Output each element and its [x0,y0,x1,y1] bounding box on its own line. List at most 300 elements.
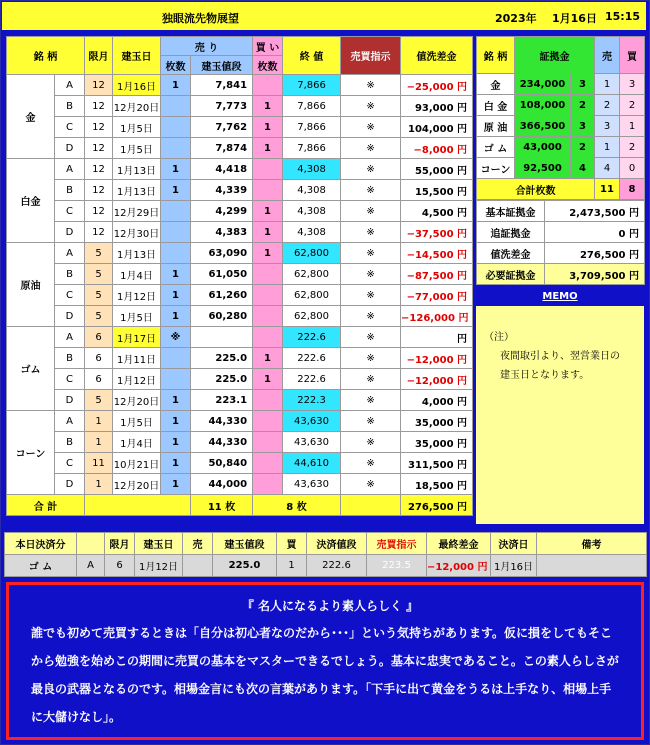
quote-line: から勉強を始めこの期間に売買の基本をマスターできるでしょう。基本に忠実であること。この素人らしさが [31,654,619,668]
trade-signal: ※ [341,201,401,222]
table-row [7,432,473,453]
header-signal: 売買指示 [341,37,401,75]
contract-month: 12 [85,75,113,96]
memo-title[interactable]: MEMO [476,288,644,306]
mark-to-market: 4,500 円 [401,201,473,222]
close-price: 43,630 [283,432,341,453]
header-gengetsu: 限月 [85,37,113,75]
summary-row [477,158,645,179]
mark-to-market: 93,000 円 [401,96,473,117]
entry-date: 1月4日 [113,432,161,453]
trade-signal: ※ [341,264,401,285]
trade-signal: ※ [341,243,401,264]
buy-count [253,285,283,306]
commodity-name: 白金 [7,159,55,243]
contract-month: 12 [85,96,113,117]
trade-signal: ※ [341,348,401,369]
entry-price: 60,280 [191,306,253,327]
sell-count [161,138,191,159]
table-row [7,138,473,159]
sell-count [161,348,191,369]
entry-date: 12月20日 [113,390,161,411]
account-info-table [476,200,645,285]
entry-date: 1月13日 [113,159,161,180]
summary-buy: 2 [620,137,645,158]
contract-class: D [55,390,85,411]
info-value: 276,500 円 [545,243,645,264]
buy-count [253,390,283,411]
contract-month: 5 [85,264,113,285]
contract-class: B [55,180,85,201]
trade-signal: ※ [341,222,401,243]
contract-class: B [55,348,85,369]
summary-margin: 108,000 [515,95,571,116]
buy-count [253,75,283,96]
table-row [7,327,473,348]
memo-line: （注） [484,332,514,343]
summary-margin: 43,000 [515,137,571,158]
table-row [7,453,473,474]
header-sell: 売 り [161,37,253,56]
sell-count: 1 [161,264,191,285]
memo-line: 建玉日となります。 [500,370,590,381]
trade-signal: ※ [341,285,401,306]
settled-close: 222.6 [307,555,367,577]
contract-class: A [55,159,85,180]
entry-date: 12月29日 [113,201,161,222]
sell-count: 1 [161,453,191,474]
mark-to-market: 104,000 円 [401,117,473,138]
info-label: 追証拠金 [477,222,545,243]
entry-price: 61,050 [191,264,253,285]
contract-month: 5 [85,306,113,327]
contract-month: 6 [85,369,113,390]
mark-to-market: 円 [401,327,473,348]
contract-month: 5 [85,390,113,411]
trade-signal: ※ [341,96,401,117]
entry-price: 225.0 [191,348,253,369]
header-meigara: 銘 柄 [7,37,85,75]
contract-month: 5 [85,285,113,306]
buy-count [253,264,283,285]
contract-month: 1 [85,474,113,495]
entry-date: 1月5日 [113,138,161,159]
close-price: 44,610 [283,453,341,474]
entry-date: 1月4日 [113,264,161,285]
entry-date: 1月5日 [113,306,161,327]
settled-header-label: 本日決済分 [5,533,77,555]
settled-header-sdate: 決済日 [491,533,537,555]
mark-to-market: −8,000 円 [401,138,473,159]
sell-count: 1 [161,306,191,327]
settled-signal: 223.5 [367,555,427,577]
entry-price: 61,260 [191,285,253,306]
buy-count: 1 [253,138,283,159]
entry-price: 225.0 [191,369,253,390]
summary-count: 3 [571,74,595,95]
trade-signal: ※ [341,159,401,180]
contract-class: A [55,243,85,264]
memo-line: 夜間取引より、翌営業日の [500,351,620,362]
close-price: 62,800 [283,285,341,306]
entry-price: 44,000 [191,474,253,495]
total-diff: 276,500 円 [401,495,473,516]
buy-count: 1 [253,117,283,138]
contract-month: 12 [85,222,113,243]
entry-date: 1月11日 [113,348,161,369]
contract-class: D [55,222,85,243]
trade-signal: ※ [341,75,401,96]
mark-to-market: −126,000 円 [401,306,473,327]
settled-header-signal: 売買指示 [367,533,427,555]
summary-sell: 2 [595,95,620,116]
summary-margin: 366,500 [515,116,571,137]
summary-count: 3 [571,116,595,137]
title-year: 2023年 [495,12,537,25]
contract-month: 12 [85,201,113,222]
summary-sell: 4 [595,158,620,179]
sell-count: 1 [161,432,191,453]
sell-count [161,117,191,138]
buy-count: 1 [253,243,283,264]
table-row [7,180,473,201]
sell-count: 1 [161,285,191,306]
summary-row [477,74,645,95]
buy-count: 1 [253,369,283,390]
summary-buy: 0 [620,158,645,179]
entry-price: 63,090 [191,243,253,264]
contract-class: D [55,474,85,495]
quote-line: 最良の武器となるのです。相場金言にも次の言葉があります。「下手に出て黄金をうるは上手なり、相場上手 [31,682,612,696]
settled-header-note: 備考 [537,533,647,555]
summary-total-label: 合計枚数 [477,179,595,200]
settled-month: 6 [105,555,135,577]
entry-date: 12月30日 [113,222,161,243]
info-row [477,264,645,285]
settled-sell [183,555,213,577]
contract-month: 1 [85,432,113,453]
entry-date: 12月20日 [113,96,161,117]
summary-name: コーン [477,158,515,179]
buy-count [253,180,283,201]
contract-class: B [55,264,85,285]
quote-line: 誰でも初めて売買するときは「自分は初心者なのだから･･･」という気持ちがあります。仮に損をしてもそこ [31,626,613,640]
table-row [7,411,473,432]
entry-date: 1月17日 [113,327,161,348]
mark-to-market: 55,000 円 [401,159,473,180]
entry-date: 1月16日 [113,75,161,96]
trade-signal: ※ [341,453,401,474]
close-price: 62,800 [283,243,341,264]
settled-note [537,555,647,577]
summary-name: 原 油 [477,116,515,137]
header-entry-price: 建玉値段 [191,56,253,75]
mark-to-market: −37,500 円 [401,222,473,243]
close-price: 4,308 [283,159,341,180]
info-label: 必要証拠金 [477,264,545,285]
mark-to-market: 15,500 円 [401,180,473,201]
title-date: 1月16日 [552,12,597,25]
settled-header-price: 建玉値段 [213,533,277,555]
entry-price [191,327,253,348]
trade-signal: ※ [341,117,401,138]
summary-row [477,116,645,137]
close-price: 4,308 [283,180,341,201]
mark-to-market: 18,500 円 [401,474,473,495]
summary-total-buy: 8 [620,179,645,200]
contract-month: 12 [85,117,113,138]
summary-buy: 2 [620,95,645,116]
contract-month: 11 [85,453,113,474]
table-row [7,243,473,264]
info-label: 基本証拠金 [477,201,545,222]
settled-header-final: 最終差金 [427,533,491,555]
header-diff: 値洗差金 [401,37,473,75]
contract-month: 5 [85,243,113,264]
summary-sell: 1 [595,137,620,158]
contract-class: A [55,411,85,432]
summary-header-margin: 証拠金 [515,37,595,74]
sell-count [161,96,191,117]
contract-class: A [55,75,85,96]
table-row [7,264,473,285]
entry-date: 1月12日 [113,285,161,306]
contract-class: C [55,117,85,138]
settled-buy: 1 [277,555,307,577]
info-value: 3,709,500 円 [545,264,645,285]
header-tategyokubi: 建玉日 [113,37,161,75]
table-row [7,117,473,138]
entry-price: 4,418 [191,159,253,180]
trade-signal: ※ [341,306,401,327]
entry-date: 1月12日 [113,369,161,390]
mark-to-market: 35,000 円 [401,432,473,453]
buy-count [253,327,283,348]
entry-date: 1月13日 [113,180,161,201]
contract-month: 12 [85,180,113,201]
sell-count [161,222,191,243]
quote-title: 『 名人になるより素人らしく 』 [241,599,419,613]
trade-signal: ※ [341,432,401,453]
mark-to-market: 311,500 円 [401,453,473,474]
summary-name: 白 金 [477,95,515,116]
mark-to-market: 4,000 円 [401,390,473,411]
contract-class: C [55,453,85,474]
sell-count: 1 [161,75,191,96]
buy-count [253,453,283,474]
buy-count [253,474,283,495]
mark-to-market: −14,500 円 [401,243,473,264]
trade-signal: ※ [341,180,401,201]
summary-total-sell: 11 [595,179,620,200]
entry-date: 1月5日 [113,117,161,138]
entry-price: 7,773 [191,96,253,117]
header-sell-count: 枚数 [161,56,191,75]
contract-class: B [55,432,85,453]
trade-signal: ※ [341,474,401,495]
header-close: 終 値 [283,37,341,75]
summary-sell: 3 [595,116,620,137]
mark-to-market: −25,000 円 [401,75,473,96]
sell-count: 1 [161,159,191,180]
settled-final: −12,000 円 [427,555,491,577]
table-row [7,474,473,495]
settled-sdate: 1月16日 [491,555,537,577]
title-time: 15:15 [605,10,641,23]
settled-header-date: 建玉日 [135,533,183,555]
table-row [7,96,473,117]
settled-header-close: 決済値段 [307,533,367,555]
trade-signal: ※ [341,327,401,348]
contract-class: C [55,285,85,306]
positions-table [6,36,473,516]
settled-header-buy: 買 [277,533,307,555]
entry-price: 7,874 [191,138,253,159]
buy-count [253,159,283,180]
header-buy: 買 い [253,37,283,56]
commodity-name: コーン [7,411,55,495]
table-row [7,201,473,222]
entry-price: 4,299 [191,201,253,222]
close-price: 62,800 [283,306,341,327]
close-price: 7,866 [283,138,341,159]
table-row [7,222,473,243]
quote-line: に大儲けなし」。 [31,710,122,724]
entry-price: 7,841 [191,75,253,96]
sell-count: 1 [161,411,191,432]
table-row [7,285,473,306]
table-row [7,348,473,369]
entry-price: 44,330 [191,432,253,453]
entry-date: 1月13日 [113,243,161,264]
table-row [7,369,473,390]
info-value: 0 円 [545,222,645,243]
summary-count: 2 [571,95,595,116]
settled-name: ゴ ム [5,555,77,577]
buy-count [253,306,283,327]
buy-count [253,411,283,432]
summary-header-meigara: 銘 柄 [477,37,515,74]
contract-class: D [55,306,85,327]
entry-date: 1月5日 [113,411,161,432]
contract-month: 12 [85,159,113,180]
close-price: 4,308 [283,222,341,243]
close-price: 4,308 [283,201,341,222]
info-value: 2,473,500 円 [545,201,645,222]
contract-class: D [55,138,85,159]
table-row [7,159,473,180]
close-price: 43,630 [283,474,341,495]
title-bar [2,2,646,30]
info-row [477,243,645,264]
contract-month: 12 [85,138,113,159]
close-price: 43,630 [283,411,341,432]
close-price: 7,866 [283,75,341,96]
margin-summary-table [476,36,645,200]
entry-price: 7,762 [191,117,253,138]
total-sell: 11 枚 [191,495,253,516]
entry-price: 50,840 [191,453,253,474]
settled-table [4,532,647,577]
entry-date: 10月21日 [113,453,161,474]
commodity-name: 原油 [7,243,55,327]
contract-class: C [55,369,85,390]
summary-row [477,95,645,116]
header-buy-count: 枚数 [253,56,283,75]
sell-count [161,369,191,390]
close-price: 222.6 [283,348,341,369]
settled-class: A [77,555,105,577]
close-price: 222.6 [283,369,341,390]
trade-signal: ※ [341,369,401,390]
close-price: 7,866 [283,96,341,117]
mark-to-market: −12,000 円 [401,348,473,369]
commodity-name: 金 [7,75,55,159]
trade-signal: ※ [341,411,401,432]
summary-sell: 1 [595,74,620,95]
close-price: 222.6 [283,327,341,348]
sell-count: 1 [161,474,191,495]
entry-date: 12月20日 [113,474,161,495]
settled-header-sell: 売 [183,533,213,555]
summary-margin: 92,500 [515,158,571,179]
entry-price: 4,339 [191,180,253,201]
settled-header-gengetsu: 限月 [105,533,135,555]
contract-class: B [55,96,85,117]
summary-margin: 234,000 [515,74,571,95]
buy-count [253,432,283,453]
close-price: 7,866 [283,117,341,138]
page-title: 独眼流先物展望 [162,12,239,25]
summary-name: 金 [477,74,515,95]
close-price: 62,800 [283,264,341,285]
buy-count: 1 [253,222,283,243]
summary-count: 4 [571,158,595,179]
summary-buy: 1 [620,116,645,137]
summary-buy: 3 [620,74,645,95]
info-row [477,201,645,222]
entry-price: 223.1 [191,390,253,411]
settled-price: 225.0 [213,555,277,577]
summary-header-sell: 売 [595,37,620,74]
summary-header-buy: 買 [620,37,645,74]
contract-month: 6 [85,327,113,348]
buy-count: 1 [253,201,283,222]
table-row [7,306,473,327]
memo-panel [476,306,644,524]
mark-to-market: −77,000 円 [401,285,473,306]
info-row [477,222,645,243]
mark-to-market: −12,000 円 [401,369,473,390]
contract-month: 1 [85,411,113,432]
total-label: 合 計 [7,495,85,516]
sell-count: 1 [161,390,191,411]
sell-count: 1 [161,180,191,201]
contract-class: C [55,201,85,222]
table-row [7,75,473,96]
mark-to-market: −87,500 円 [401,264,473,285]
contract-class: A [55,327,85,348]
entry-price: 44,330 [191,411,253,432]
total-buy: 8 枚 [253,495,341,516]
summary-name: ゴ ム [477,137,515,158]
table-row [7,390,473,411]
commodity-name: ゴム [7,327,55,411]
summary-row [477,137,645,158]
buy-count: 1 [253,96,283,117]
trade-signal: ※ [341,390,401,411]
trade-signal: ※ [341,138,401,159]
